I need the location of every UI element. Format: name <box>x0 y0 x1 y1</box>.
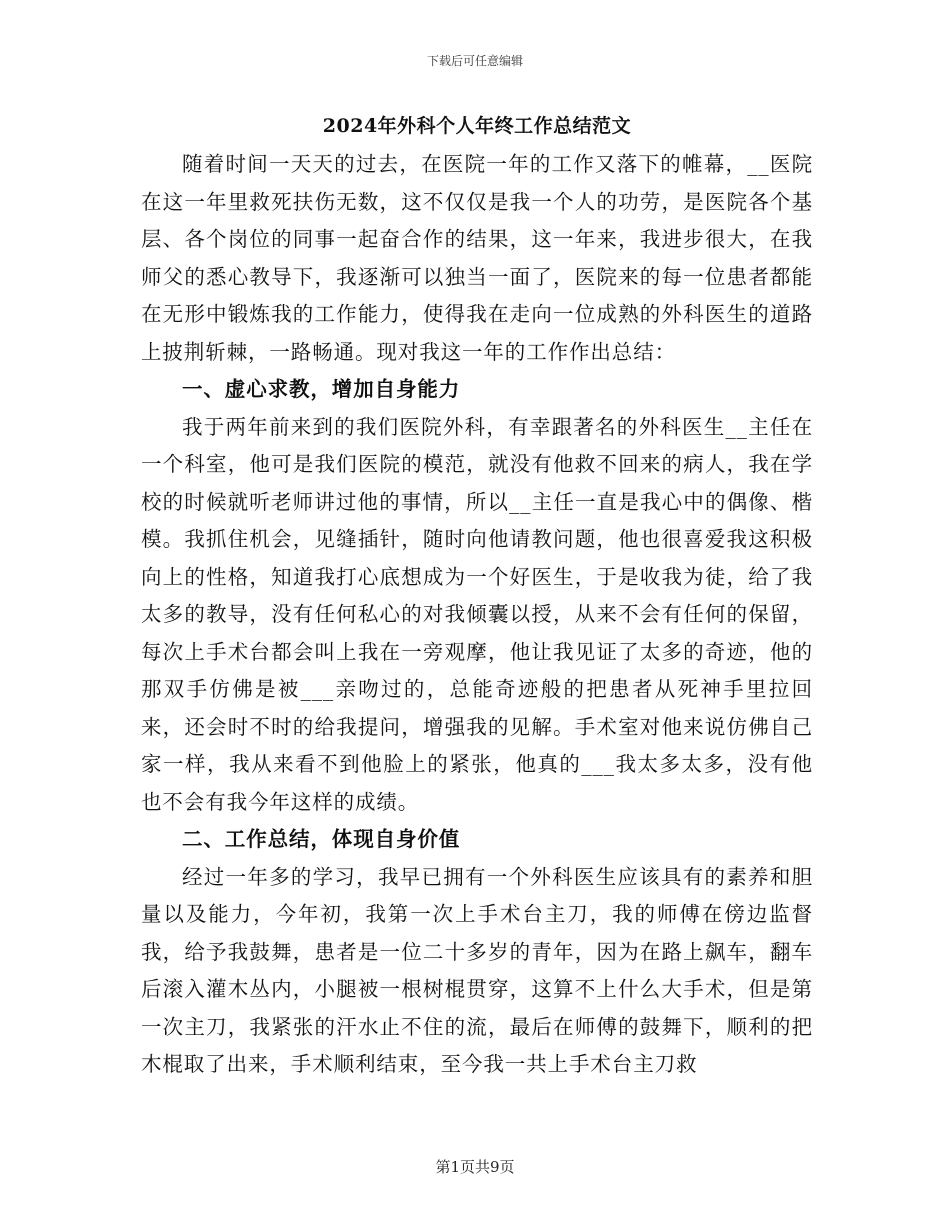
section-paragraph-2: 经过一年多的学习，我早已拥有一个外科医生应该具有的素养和胆量以及能力，今年初，我第一次上手术台主刀，我的师傅在傍边监督我，给予我鼓舞，患者是一位二十多岁的青年，因为在路上飙车，翻车后滚入灌木丛内，小腿被一根树棍贯穿，这算不上什么大手术，但是第一次主刀，我紧张的汗水止不住的流，最后在师傅的鼓舞下，顺利的把木棍取了出来，手术顺利结束，至今我一共上手术台主刀救 <box>141 864 813 1076</box>
document-body <box>141 108 813 1084</box>
document-title: 2024年外科个人年终工作总结范文 <box>322 115 632 137</box>
page-number: 第1页共9页 <box>435 1158 515 1176</box>
section-heading-1: 一、虚心求教，增加自身能力 <box>182 377 461 401</box>
section-paragraph-1: 我于两年前来到的我们医院外科，有幸跟著名的外科医生__主任在一个科室，他可是我们医院的模范，就没有他救不回来的病人，我在学校的时候就听老师讲过他的事情，所以__主任一直是我心中的偶像、楷模。我抓住机会，见缝插针，随时向他请教问题，他也很喜爱我这积极向上的性格，知道我打心底想成为一个好医生，于是收我为徒，给了我太多的教导，没有任何私心的对我倾囊以授，从来不会有任何的保留，每次上手术台都会叫上我在一旁观摩，他让我见证了太多的奇迹，他的那双手仿佛是被___亲吻过的，总能奇迹般的把患者从死神手里拉回来，还会时不时的给我提问，增强我的见解。手术室对他来说仿佛自己家一样，我从来看不到他脸上的紧张，他真的___我太多太多，没有他也不会有我今年这样的成绩。 <box>141 414 813 814</box>
section-heading-2: 二、工作总结，体现自身价值 <box>182 827 461 851</box>
page-header: 下载后可任意编辑 <box>426 54 523 68</box>
intro-paragraph: 随着时间一天天的过去，在医院一年的工作又落下的帷幕，__医院在这一年里救死扶伤无数，这不仅仅是我一个人的功劳，是医院各个基层、各个岗位的同事一起奋合作的结果，这一年来，我进步很大，在我师父的悉心教导下，我逐渐可以独当一面了，医院来的每一位患者都能在无形中锻炼我的工作能力，使得我在走向一位成熟的外科医生的道路上披荆斩棘，一路畅通。现对我这一年的工作作出总结： <box>141 152 813 364</box>
